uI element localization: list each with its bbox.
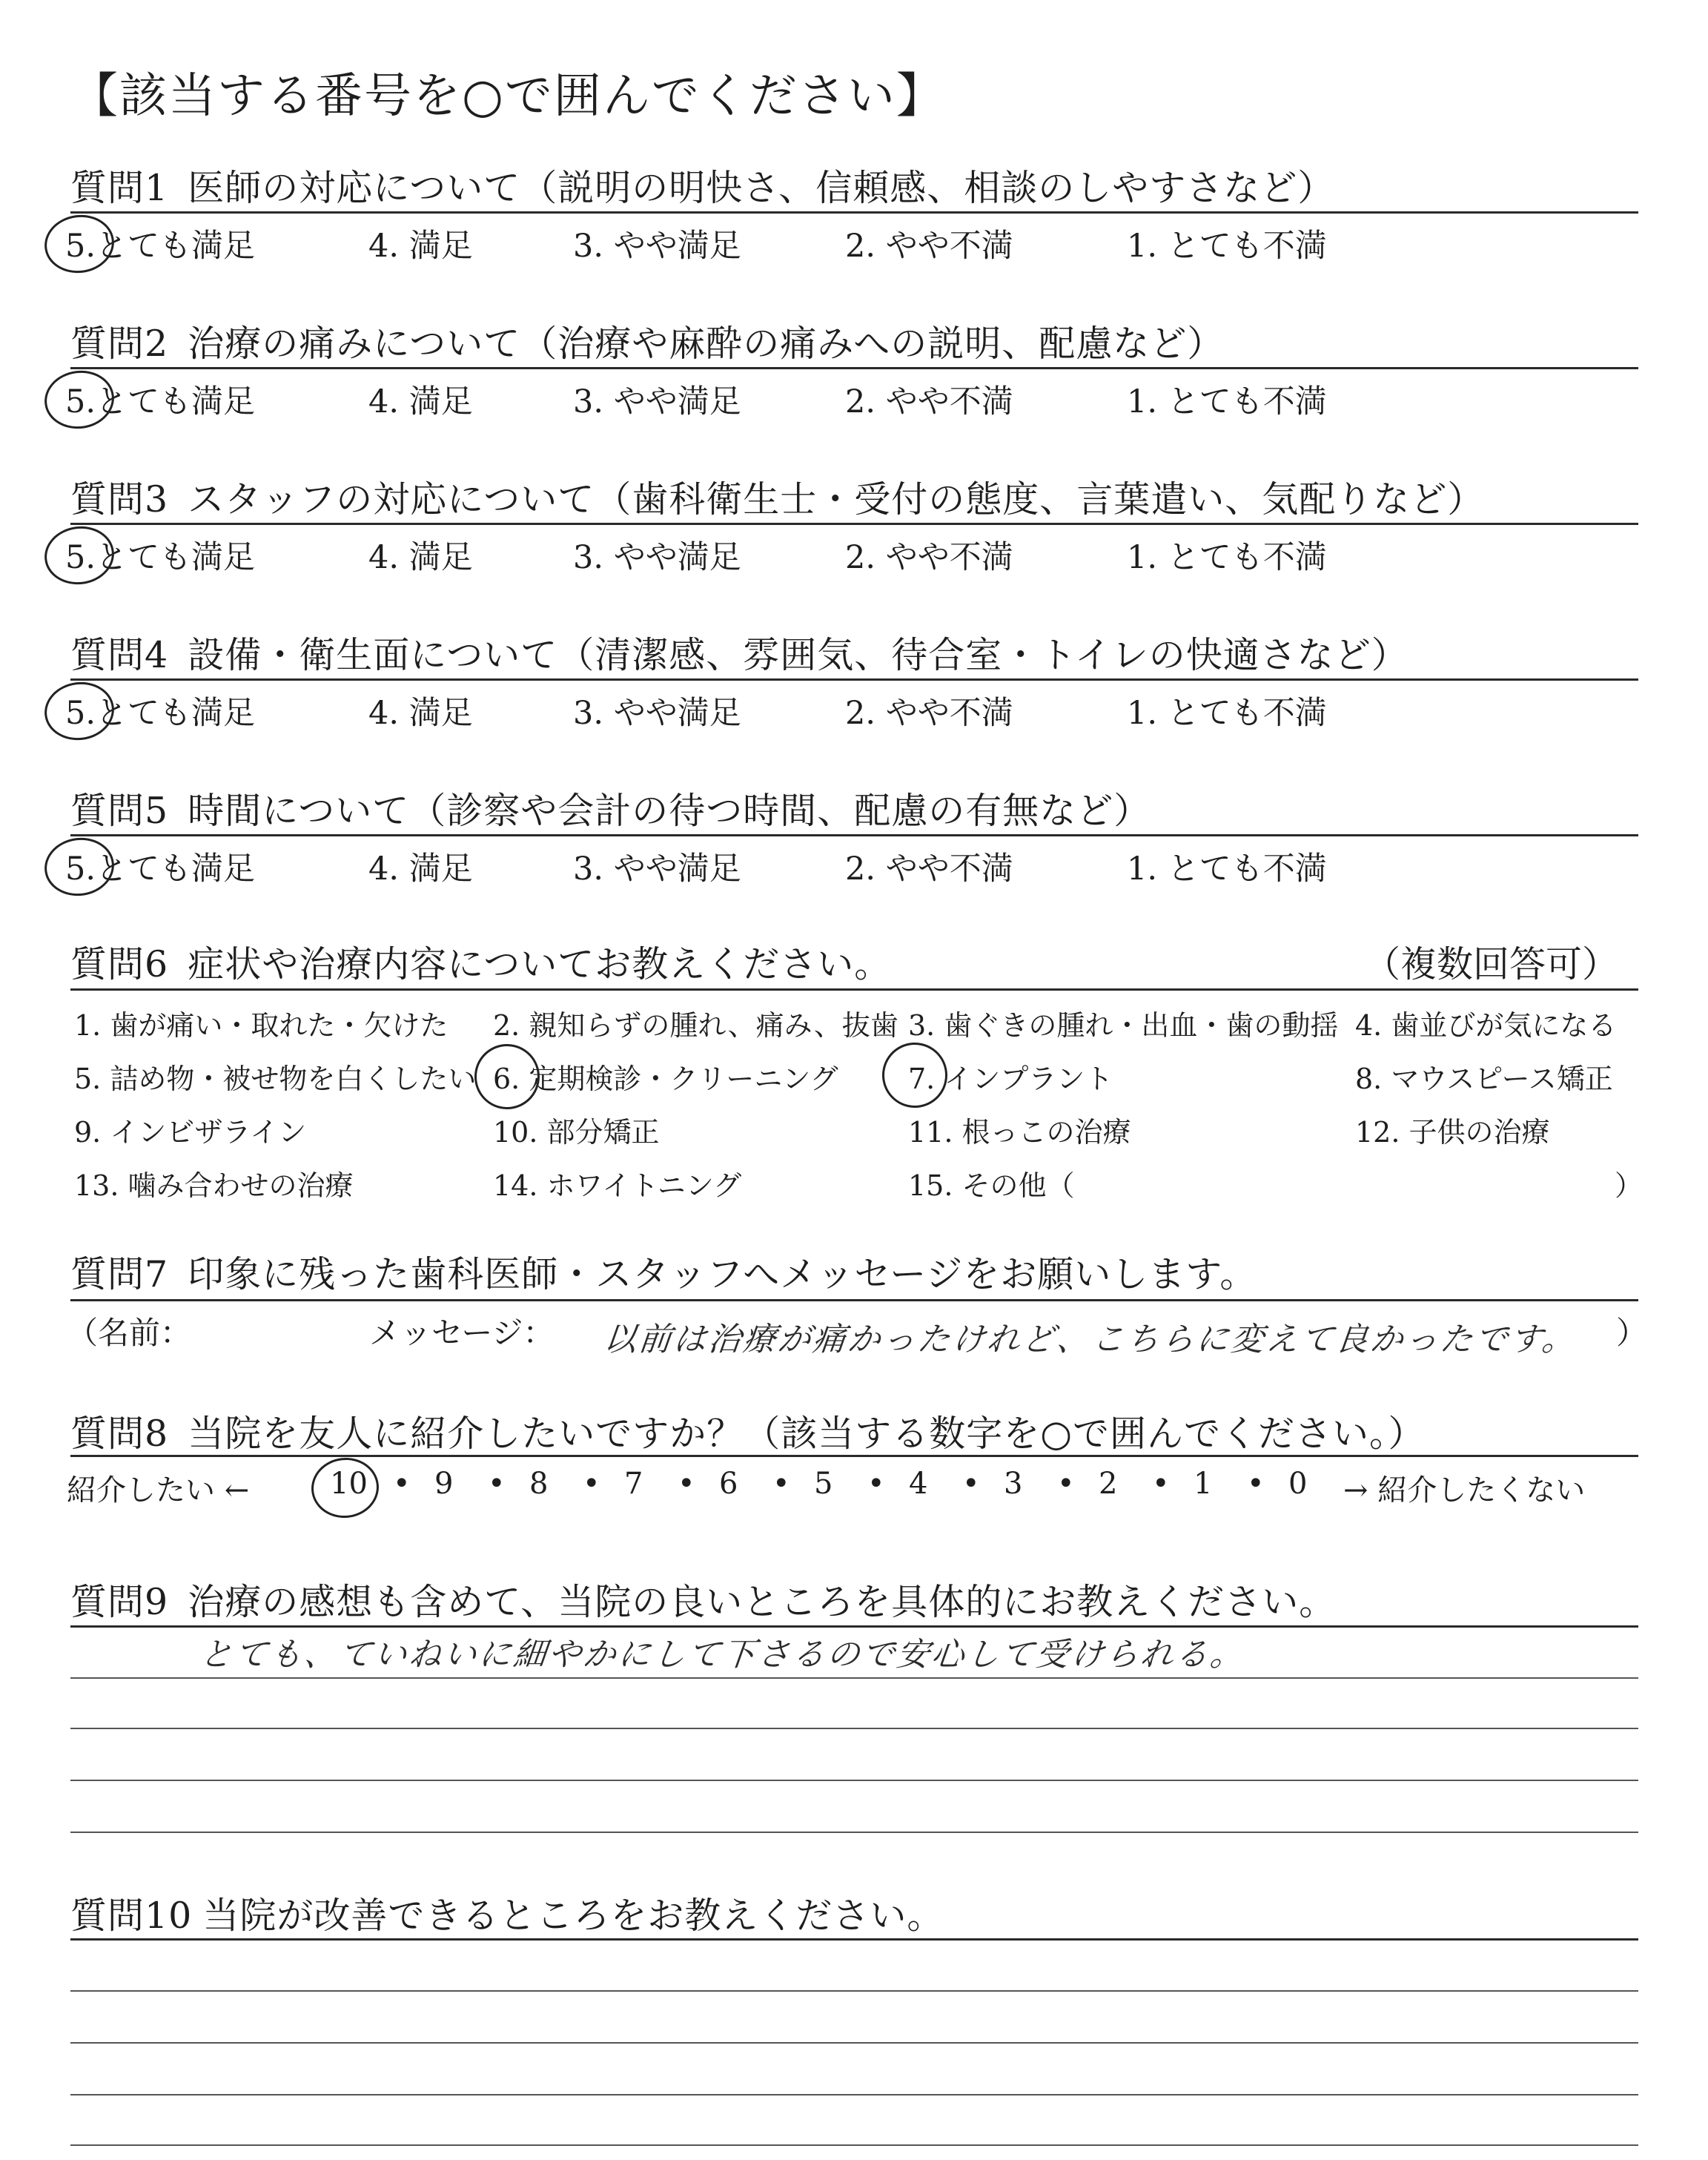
q10-line[interactable]: [70, 2094, 1638, 2095]
q3-option-5[interactable]: 5.とても満足: [65, 539, 256, 576]
q10-line[interactable]: [70, 2144, 1638, 2146]
q1-option-4[interactable]: 4. 満足: [368, 228, 473, 265]
q1-option-3[interactable]: 3. やや満足: [573, 228, 741, 265]
q4-option-1[interactable]: 1. とても不満: [1127, 695, 1327, 732]
q6-option-16: ）: [1615, 1169, 1644, 1202]
q8-scale-2[interactable]: 2: [1099, 1467, 1118, 1501]
q10-rule: [70, 1938, 1638, 1941]
q6-option-9[interactable]: 9. インビザライン: [74, 1116, 307, 1149]
q5-option-1[interactable]: 1. とても不満: [1127, 851, 1327, 888]
q3-rule: [70, 523, 1638, 525]
q6-number: 質問6: [70, 943, 169, 985]
q4-option-3[interactable]: 3. やや満足: [573, 695, 741, 732]
q8-text: 当院を友人に紹介したいですか？（該当する数字を○で囲んでください。）: [188, 1413, 1426, 1455]
q7-message-label: メッセージ：: [369, 1315, 555, 1351]
q6-option-3[interactable]: 3. 歯ぐきの腫れ・出血・歯の動揺: [908, 1009, 1339, 1042]
q8-separator-dot: •: [962, 1467, 980, 1501]
q1-option-5[interactable]: 5.とても満足: [65, 228, 256, 265]
q8-separator-dot: •: [867, 1467, 885, 1501]
q8-scale-0[interactable]: 0: [1288, 1467, 1308, 1501]
q7-close-paren: ）: [1616, 1315, 1648, 1351]
q5-heading: [70, 782, 1151, 834]
q9-number: 質問9: [70, 1581, 169, 1623]
q2-option-2[interactable]: 2. やや不満: [845, 383, 1013, 420]
q6-option-4[interactable]: 4. 歯並びが気になる: [1355, 1009, 1617, 1042]
q7-text: 印象に残った歯科医師・スタッフへメッセージをお願いします。: [188, 1253, 1257, 1295]
page-title: 【該当する番号を○で囲んでください】: [70, 69, 945, 124]
q9-heading: [70, 1573, 1336, 1625]
q8-scale-9[interactable]: 9: [434, 1467, 454, 1501]
q5-option-4[interactable]: 4. 満足: [368, 851, 473, 888]
q2-option-4[interactable]: 4. 満足: [368, 383, 473, 420]
q8-scale-8[interactable]: 8: [529, 1467, 549, 1501]
q10-heading: [70, 1887, 944, 1939]
q9-line[interactable]: [70, 1728, 1638, 1729]
q8-scale-3[interactable]: 3: [1004, 1467, 1023, 1501]
q7-handwritten-message[interactable]: 以前は治療が痛かったけれど、こちらに変えて良かったです。: [601, 1321, 1579, 1358]
q4-rule: [70, 678, 1638, 681]
q7-number: 質問7: [70, 1253, 169, 1295]
q1-option-1[interactable]: 1. とても不満: [1127, 228, 1327, 265]
q9-line[interactable]: [70, 1677, 1638, 1679]
q6-text: 症状や治療内容についてお教えください。: [188, 943, 892, 985]
q2-option-1[interactable]: 1. とても不満: [1127, 383, 1327, 420]
q9-line[interactable]: [70, 1780, 1638, 1781]
q8-rule: [70, 1455, 1638, 1457]
q8-number: 質問8: [70, 1413, 169, 1455]
q6-option-6[interactable]: 6. 定期検診・クリーニング: [493, 1063, 838, 1095]
q5-option-3[interactable]: 3. やや満足: [573, 851, 741, 888]
q1-number: 質問1: [70, 167, 169, 209]
q6-rule: [70, 988, 1638, 991]
q6-option-14[interactable]: 14. ホワイトニング: [493, 1169, 742, 1202]
q8-scale-1[interactable]: 1: [1194, 1467, 1213, 1501]
q8-scale-5[interactable]: 5: [814, 1467, 833, 1501]
q8-separator-dot: •: [393, 1467, 411, 1501]
q6-option-5[interactable]: 5. 詰め物・被せ物を白くしたい: [74, 1063, 477, 1095]
q6-option-7[interactable]: 7. インプラント: [908, 1063, 1113, 1095]
q4-number: 質問4: [70, 634, 169, 676]
q6-option-11[interactable]: 11. 根っこの治療: [908, 1116, 1131, 1149]
q3-option-3[interactable]: 3. やや満足: [573, 539, 741, 576]
q9-line[interactable]: [70, 1832, 1638, 1833]
q8-scale-6[interactable]: 6: [719, 1467, 738, 1501]
q8-scale-7[interactable]: 7: [624, 1467, 643, 1501]
q10-number: 質問10: [70, 1895, 193, 1937]
q3-number: 質問3: [70, 478, 169, 521]
q8-separator-dot: •: [1152, 1467, 1170, 1501]
q6-option-10[interactable]: 10. 部分矯正: [493, 1116, 660, 1149]
q2-text: 治療の痛みについて（治療や麻酔の痛みへの説明、配慮など）: [188, 323, 1225, 365]
q8-left-label: 紹介したい ←: [67, 1473, 250, 1507]
q6-note: （複数回答可）: [1364, 943, 1619, 985]
q8-scale-4[interactable]: 4: [909, 1467, 928, 1501]
q5-number: 質問5: [70, 790, 169, 832]
q2-heading: [70, 315, 1224, 367]
q4-heading: [70, 627, 1409, 678]
q6-option-15[interactable]: 15. その他（: [908, 1169, 1075, 1202]
q4-option-5[interactable]: 5.とても満足: [65, 695, 256, 732]
q8-separator-dot: •: [772, 1467, 790, 1501]
q4-text: 設備・衛生面について（清潔感、雰囲気、待合室・トイレの快適さなど）: [188, 634, 1409, 676]
q3-heading: [70, 471, 1484, 523]
q3-option-2[interactable]: 2. やや不満: [845, 539, 1013, 576]
q7-heading: [70, 1246, 1257, 1298]
q2-number: 質問2: [70, 323, 169, 365]
q7-rule: [70, 1299, 1638, 1301]
q1-text: 医師の対応について（説明の明快さ、信頼感、相談のしやすさなど）: [188, 167, 1335, 209]
q4-option-2[interactable]: 2. やや不満: [845, 695, 1013, 732]
q3-option-4[interactable]: 4. 満足: [368, 539, 473, 576]
q7-name-label[interactable]: （名前：: [67, 1315, 192, 1351]
q1-heading: [70, 159, 1334, 211]
q8-separator-dot: •: [1247, 1467, 1265, 1501]
q9-text: 治療の感想も含めて、当院の良いところを具体的にお教えください。: [188, 1581, 1337, 1623]
q8-heading: [70, 1405, 1425, 1457]
q6-option-1[interactable]: 1. 歯が痛い・取れた・欠けた: [74, 1009, 448, 1042]
q2-option-5[interactable]: 5.とても満足: [65, 383, 256, 420]
q5-rule: [70, 834, 1638, 836]
q3-option-1[interactable]: 1. とても不満: [1127, 539, 1327, 576]
q1-rule: [70, 211, 1638, 214]
q6-option-2[interactable]: 2. 親知らずの腫れ、痛み、抜歯: [493, 1009, 898, 1042]
q3-text: スタッフの対応について（歯科衛生士・受付の態度、言葉遣い、気配りなど）: [188, 478, 1485, 521]
q1-option-2[interactable]: 2. やや不満: [845, 228, 1013, 265]
q10-line[interactable]: [70, 1990, 1638, 1992]
q6-option-8[interactable]: 8. マウスピース矯正: [1355, 1063, 1613, 1095]
q5-text: 時間について（診察や会計の待つ時間、配慮の有無など）: [188, 790, 1151, 832]
q8-scale-10[interactable]: 10: [330, 1467, 368, 1501]
q8-right-label: → 紹介したくない: [1343, 1473, 1586, 1507]
q5-option-2[interactable]: 2. やや不満: [845, 851, 1013, 888]
q10-text: 当院が改善できるところをお教えください。: [202, 1895, 944, 1937]
q9-handwritten-answer[interactable]: とても、ていねいに細やかにして下さるので安心して受けられる。: [197, 1636, 1248, 1674]
q8-separator-dot: •: [678, 1467, 695, 1501]
q2-rule: [70, 367, 1638, 369]
q8-separator-dot: •: [583, 1467, 600, 1501]
q6-option-13[interactable]: 13. 噛み合わせの治療: [74, 1169, 354, 1202]
q8-separator-dot: •: [1057, 1467, 1075, 1501]
q8-separator-dot: •: [488, 1467, 506, 1501]
q6-option-12[interactable]: 12. 子供の治療: [1355, 1116, 1550, 1149]
q5-option-5[interactable]: 5.とても満足: [65, 851, 256, 888]
q6-heading: [70, 936, 891, 988]
q10-line[interactable]: [70, 2042, 1638, 2044]
q2-option-3[interactable]: 3. やや満足: [573, 383, 741, 420]
q4-option-4[interactable]: 4. 満足: [368, 695, 473, 732]
